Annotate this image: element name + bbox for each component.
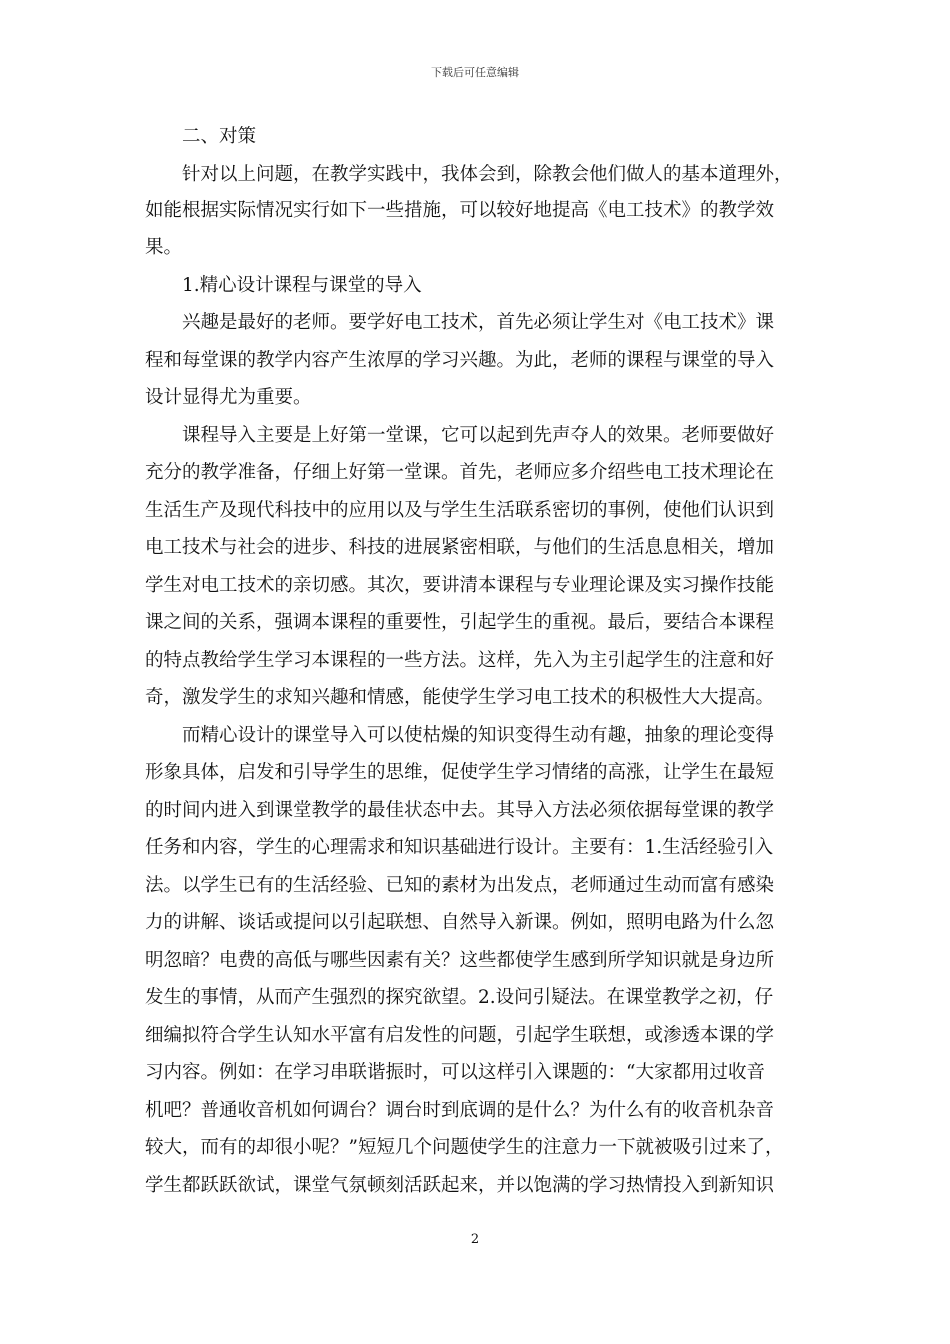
text-line: 而精心设计的课堂导入可以使枯燥的知识变得生动有趣，抽象的理论变得 bbox=[145, 725, 775, 746]
text-line: 发生的事情，从而产生强烈的探究欲望。2.设问引疑法。在课堂教学之初，仔 bbox=[145, 987, 774, 1008]
text-line: 1.精心设计课程与课堂的导入 bbox=[145, 275, 422, 296]
text-line: 的特点教给学生学习本课程的一些方法。这样，先入为主引起学生的注意和好 bbox=[145, 650, 775, 671]
text-line: 课之间的关系，强调本课程的重要性，引起学生的重视。最后，要结合本课程 bbox=[145, 612, 775, 633]
text-line: 电工技术与社会的进步、科技的进展紧密相联，与他们的生活息息相关，增加 bbox=[145, 537, 775, 558]
text-line: 机吧？普通收音机如何调台？调台时到底调的是什么？为什么有的收音机杂音 bbox=[145, 1100, 775, 1121]
page-header: 下载后可任意编辑 bbox=[431, 66, 519, 79]
text-line: 的时间内进入到课堂教学的最佳状态中去。其导入方法必须依据每堂课的教学 bbox=[145, 800, 775, 821]
text-line: 果。 bbox=[145, 237, 183, 258]
text-line: 细编拟符合学生认知水平富有启发性的问题，引起学生联想，或渗透本课的学 bbox=[145, 1025, 775, 1046]
text-line: 兴趣是最好的老师。要学好电工技术，首先必须让学生对《电工技术》课 bbox=[145, 312, 775, 333]
text-line: 习内容。例如：在学习串联谐振时，可以这样引入课题的：“大家都用过收音 bbox=[145, 1062, 765, 1083]
text-line: 设计显得尤为重要。 bbox=[145, 387, 312, 408]
text-line: 针对以上问题，在教学实践中，我体会到，除教会他们做人的基本道理外， bbox=[145, 164, 793, 185]
text-line: 明忽暗？电费的高低与哪些因素有关？这些都使学生感到所学知识就是身边所 bbox=[145, 950, 775, 971]
text-line: 课程导入主要是上好第一堂课，它可以起到先声夺人的效果。老师要做好 bbox=[145, 425, 775, 446]
text-line: 学生对电工技术的亲切感。其次，要讲清本课程与专业理论课及实习操作技能 bbox=[145, 575, 775, 596]
text-line: 充分的教学准备，仔细上好第一堂课。首先，老师应多介绍些电工技术理论在 bbox=[145, 462, 775, 483]
page-number: 2 bbox=[470, 1232, 480, 1247]
text-line: 奇，激发学生的求知兴趣和情感，能使学生学习电工技术的积极性大大提高。 bbox=[145, 687, 775, 708]
text-line: 法。以学生已有的生活经验、已知的素材为出发点，老师通过生动而富有感染 bbox=[145, 875, 775, 896]
text-line: 较大，而有的却很小呢？”短短几个问题使学生的注意力一下就被吸引过来了， bbox=[145, 1137, 784, 1158]
text-line: 生活生产及现代科技中的应用以及与学生生活联系密切的事例，使他们认识到 bbox=[145, 500, 775, 521]
text-line: 二、对策 bbox=[145, 126, 257, 147]
text-line: 力的讲解、谈话或提问以引起联想、自然导入新课。例如，照明电路为什么忽 bbox=[145, 912, 775, 933]
text-line: 学生都跃跃欲试，课堂气氛顿刻活跃起来，并以饱满的学习热情投入到新知识 bbox=[145, 1175, 775, 1196]
text-line: 如能根据实际情况实行如下一些措施，可以较好地提高《电工技术》的教学效 bbox=[145, 200, 775, 221]
text-line: 任务和内容，学生的心理需求和知识基础进行设计。主要有：1.生活经验引入 bbox=[145, 837, 774, 858]
text-line: 形象具体，启发和引导学生的思维，促使学生学习情绪的高涨，让学生在最短 bbox=[145, 762, 775, 783]
text-line: 程和每堂课的教学内容产生浓厚的学习兴趣。为此，老师的课程与课堂的导入 bbox=[145, 350, 775, 371]
